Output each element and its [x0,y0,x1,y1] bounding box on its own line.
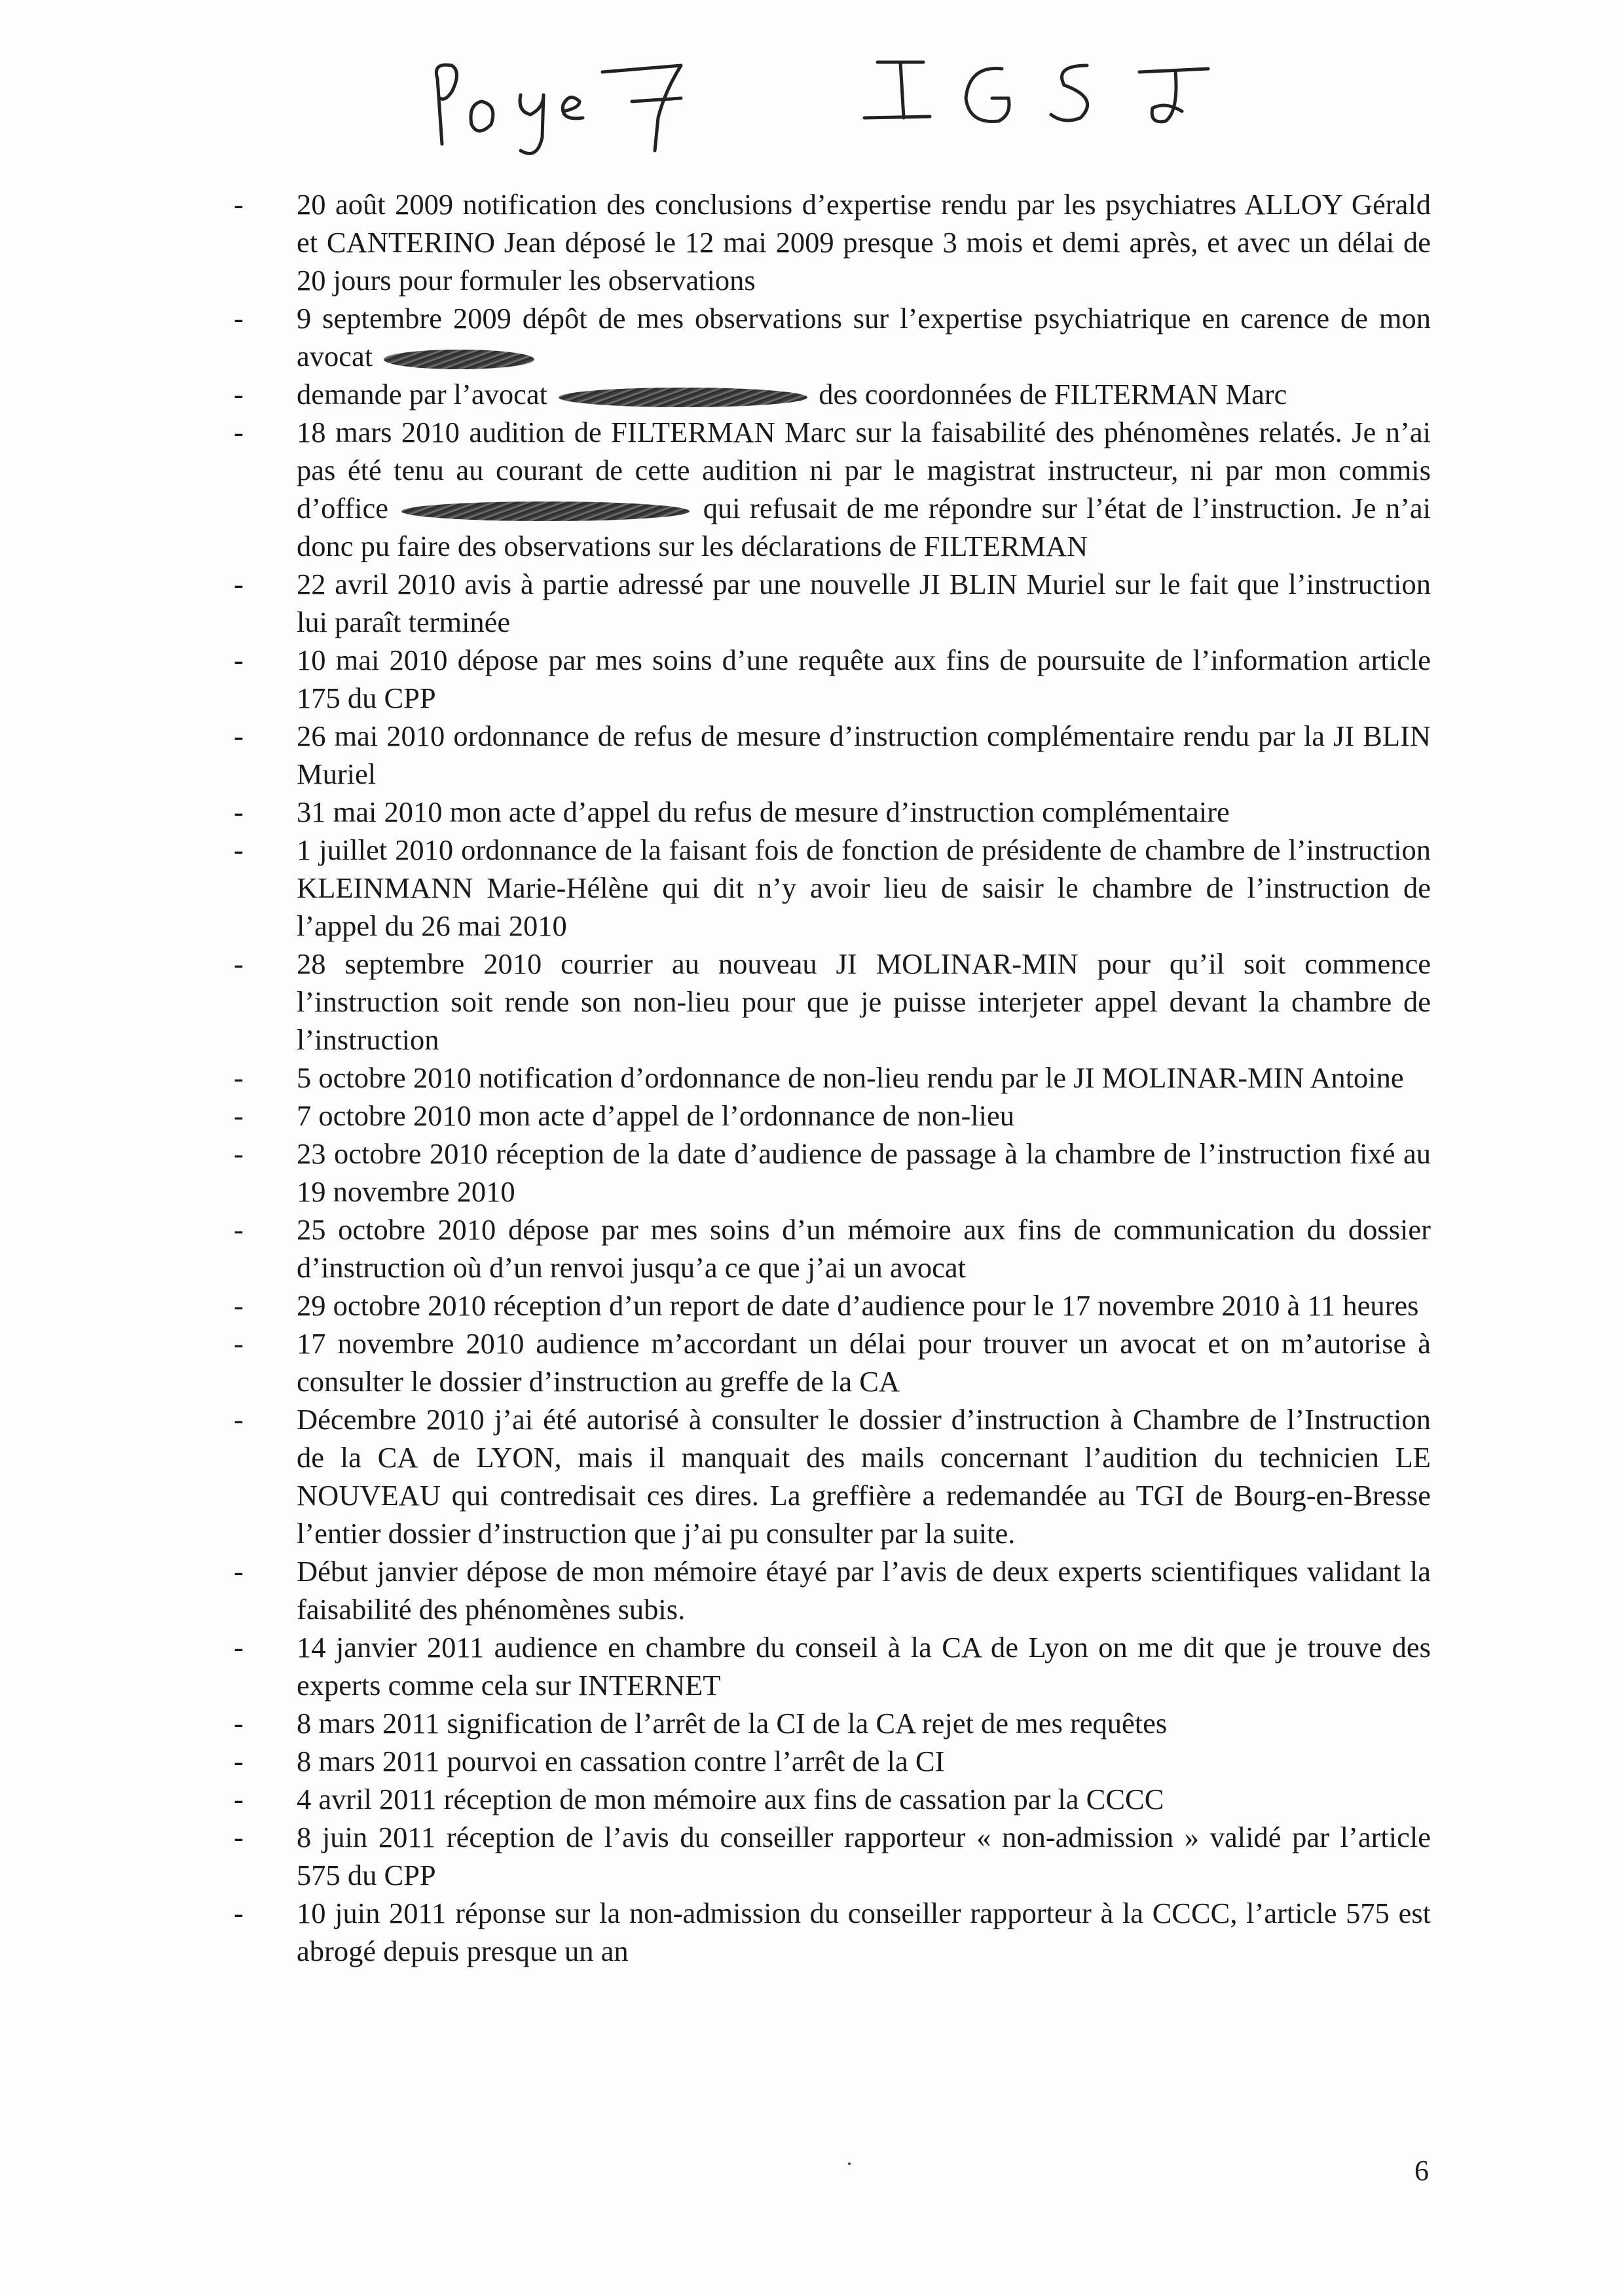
list-item [226,1704,1431,1742]
bullet-dash: - [234,1821,244,1853]
list-item [226,641,1431,717]
item-text: Début janvier dépose de mon mémoire étayé par l’avis de deux experts scientifiques validant la faisabilité des phénomènes subis. [297,1555,1431,1626]
handwritten-page-note [406,39,1323,170]
bullet-dash: - [234,644,244,676]
item-text: 17 novembre 2010 audience m’accordant un délai pour trouver un avocat et on m’autorise à consulter le dossier d’instruction au greffe de la CA [297,1327,1431,1398]
bullet-dash: - [234,1745,244,1777]
bullet-dash: - [234,947,244,980]
list-item [226,1628,1431,1704]
item-text: 14 janvier 2011 audience en chambre du conseil à la CA de Lyon on me dit que je trouve des experts comme cela sur INTERNET [297,1631,1431,1702]
bullet-dash: - [234,1555,244,1588]
item-text: 4 avril 2011 réception de mon mémoire aux fins de cassation par la CCCC [297,1783,1164,1815]
list-item [226,717,1431,793]
list-item [226,413,1431,565]
bullet-dash: - [234,1327,244,1360]
list-item [226,1211,1431,1286]
list-item [226,565,1431,641]
item-text: demande par l’avocat [297,378,547,410]
list-item [226,1780,1431,1818]
bullet-dash: - [234,302,244,335]
bullet-dash: - [234,1099,244,1132]
item-text: 5 octobre 2010 notification d’ordonnance de non-lieu rendu par le JI MOLINAR-MIN Antoine [297,1061,1404,1094]
item-text: 23 octobre 2010 réception de la date d’audience de passage à la chambre de l’instruction fixé au 19 novembre 2010 [297,1137,1431,1208]
item-text: 31 mai 2010 mon acte d’appel du refus de mesure d’instruction complémentaire [297,795,1230,828]
list-item [226,1324,1431,1400]
bullet-dash: - [234,720,244,752]
bullet-dash: - [234,1783,244,1815]
list-item [226,375,1431,413]
chronology-list [226,185,1431,1970]
list-item [226,1894,1431,1970]
item-text: 25 octobre 2010 dépose par mes soins d’un mémoire aux fins de communication du dossier d’instruction où d’un renvoi jusqu’a ce que j’ai un avocat [297,1213,1431,1284]
item-text: 8 mars 2011 signification de l’arrêt de la CI de la CA rejet de mes requêtes [297,1707,1168,1740]
item-text: 18 mars 2010 audition de FILTERMAN Marc sur la faisabilité des phénomènes relatés. Je n’ai pas été tenu au courant de cette audition ni par le magistrat instructeur, ni par mon commis d’office [297,416,1431,524]
list-item [226,1097,1431,1135]
item-text: 1 juillet 2010 ordonnance de la faisant fois de fonction de présidente de chambre de l’instruction KLEINMANN Marie-Hélène qui dit n’y avoir lieu de saisir le chambre de l’instruction de l’appel du 26 mai 2010 [297,833,1431,942]
item-text: 20 août 2009 notification des conclusions d’expertise rendu par les psychiatres ALLOY Gérald et CANTERINO Jean déposé le 12 mai 2009 presque 3 mois et demi après, et avec un délai de 20 jours pour formuler les observations [297,188,1431,297]
list-item [226,1742,1431,1780]
item-text: 8 juin 2011 réception de l’avis du conseiller rapporteur « non-admission » validé par l’article 575 du CPP [297,1821,1431,1891]
item-text: 29 octobre 2010 réception d’un report de date d’audience pour le 17 novembre 2010 à 11 heures [297,1289,1419,1322]
bullet-dash: - [234,416,244,448]
item-text: 7 octobre 2010 mon acte d’appel de l’ordonnance de non-lieu [297,1099,1015,1132]
item-text: qui refusait de me répondre sur l’état de l’instruction. Je n’ai donc pu faire des observations sur les déclarations de FILTERMAN [297,492,1431,562]
list-item [226,1059,1431,1097]
list-item [226,1286,1431,1324]
item-text: 9 septembre 2009 dépôt de mes observations sur l’expertise psychiatrique en carence de mon avocat [297,302,1431,373]
list-item [226,793,1431,831]
bullet-dash: - [234,378,244,410]
page-number: 6 [1414,2155,1429,2187]
item-text: Décembre 2010 j’ai été autorisé à consulter le dossier d’instruction à Chambre de l’Instruction de la CA de LYON, mais il manquait des mails concernant l’audition du technicien LE NOUVEAU qui contredisait ces dires. La greffière a redemandée au TGI de Bourg-en-Bresse l’entier dossier d’instruction que j’ai pu consulter par la suite. [297,1403,1431,1550]
item-text: 22 avril 2010 avis à partie adressé par une nouvelle JI BLIN Muriel sur le fait que l’instruction lui paraît terminée [297,568,1431,638]
list-item [226,299,1431,375]
item-text: des coordonnées de FILTERMAN Marc [819,378,1287,410]
bullet-dash: - [234,1707,244,1740]
bullet-dash: - [234,1403,244,1436]
item-text: 26 mai 2010 ordonnance de refus de mesure d’instruction complémentaire rendu par la JI BLIN Muriel [297,720,1431,790]
list-item [226,185,1431,299]
handwritten-signature-drawing [406,39,1323,170]
bullet-dash: - [234,1631,244,1664]
bullet-dash: - [234,1137,244,1170]
redaction-scribble [384,350,534,369]
bullet-dash: - [234,568,244,600]
item-text: 28 septembre 2010 courrier au nouveau JI MOLINAR-MIN pour qu’il soit commence l’instruction soit rende son non-lieu pour que je puisse interjeter appel devant la chambre de l’instruction [297,947,1431,1056]
list-item [226,1818,1431,1894]
item-text: 10 mai 2010 dépose par mes soins d’une requête aux fins de poursuite de l’information article 175 du CPP [297,644,1431,714]
scan-speck [848,2162,851,2165]
list-item [226,945,1431,1059]
item-text: 8 mars 2011 pourvoi en cassation contre l’arrêt de la CI [297,1745,945,1777]
bullet-dash: - [234,1213,244,1246]
bullet-dash: - [234,795,244,828]
bullet-dash: - [234,1289,244,1322]
bullet-dash: - [234,1897,244,1929]
item-text: 10 juin 2011 réponse sur la non-admission du conseiller rapporteur à la CCCC, l’article 575 est abrogé depuis presque un an [297,1897,1431,1967]
list-item [226,1400,1431,1552]
bullet-dash: - [234,188,244,221]
list-item [226,831,1431,945]
redaction-scribble [559,388,807,407]
list-item [226,1552,1431,1628]
document-body [226,185,1431,1970]
bullet-dash: - [234,833,244,866]
bullet-dash: - [234,1061,244,1094]
list-item [226,1135,1431,1211]
redaction-scribble [401,501,690,521]
